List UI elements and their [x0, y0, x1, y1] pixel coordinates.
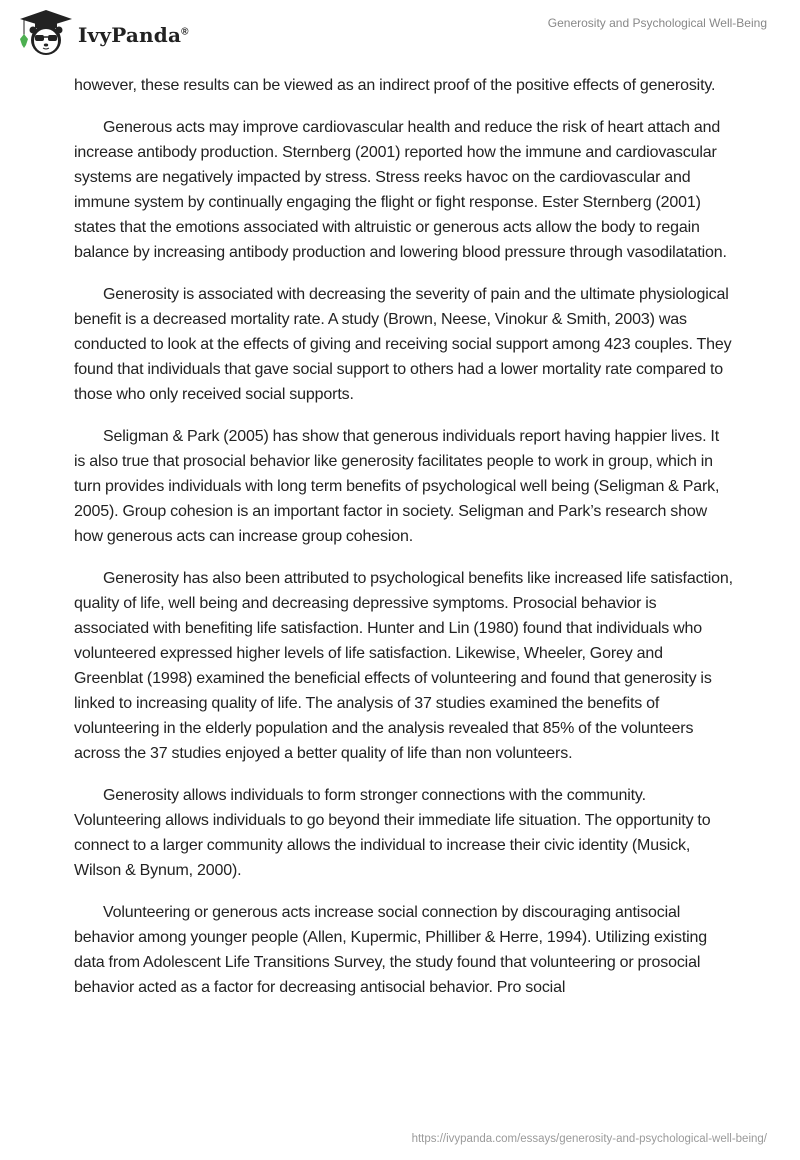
- paragraph-life-satisfaction: Generosity has also been attributed to psychological benefits like increased life satisfaction, quality of life, well being and decreasing depressive symptoms. Prosocial behavior is associated with benefiting life satisfaction. Hunter and Lin (1980) found that individuals who volunteered expressed higher levels of life satisfaction. Likewise, Wheeler, Gorey and Greenblat (1998) examined the beneficial effects of volunteering and found that generosity is linked to increasing quality of life. The analysis of 37 studies examined the benefits of volunteering in the elderly population and the analysis revealed that 85% of the volunteers across the 37 studies enjoyed a better quality of life than non volunteers.: [74, 570, 733, 762]
- paragraph-antisocial-behavior: Volunteering or generous acts increase social connection by discouraging antisocial behavior among younger people (Allen, Kupermic, Philliber & Herre, 1994). Utilizing existing data from Adolescent Life Transitions Survey, the study found that volunteering or prosocial behavior acted as a factor for decreasing antisocial behavior. Pro social: [74, 904, 708, 996]
- paragraph-group-cohesion: Seligman & Park (2005) has show that generous individuals report having happier lives. It is also true that prosocial behavior like generosity facilitates people to work in group, which in turn provides individuals with long term benefits of psychological well being (Seligman & Park, 2005). Group cohesion is an important factor in society. Seligman and Park’s research show how generous acts can increase group cohesion.: [74, 428, 720, 545]
- source-url-link[interactable]: https://ivypanda.com/essays/generosity-and-psychological-well-being/: [411, 1133, 767, 1145]
- logo-wordmark: IvyPanda®: [78, 23, 189, 47]
- panda-graduation-cap-icon: [18, 8, 74, 58]
- document-title: Generosity and Psychological Well-Being: [547, 16, 767, 30]
- logo-link[interactable]: [18, 8, 189, 58]
- paragraph-continued: however, these results can be viewed as an indirect proof of the positive effects of generosity.: [74, 77, 716, 94]
- essay-body: [74, 73, 734, 1017]
- paragraph-mortality: Generosity is associated with decreasing the severity of pain and the ultimate physiological benefit is a decreased mortality rate. A study (Brown, Neese, Vinokur & Smith, 2003) was conducted to look at the effects of giving and receiving social support among 423 couples. They found that individuals that gave social support to others had a lower mortality rate compared to those who only received social supports.: [74, 286, 732, 403]
- page-header: [0, 0, 800, 60]
- paragraph-cardiovascular: Generous acts may improve cardiovascular health and reduce the risk of heart attach and increase antibody production. Sternberg (2001) reported how the immune and cardiovascular systems are negatively impacted by stress. Stress reeks havoc on the cardiovascular and immune system by continually engaging the flight or fight response. Ester Sternberg (2001) states that the emotions associated with altruistic or generous acts allow the body to regain balance by increasing antibody production and lowering blood pressure through vasodilatation.: [74, 119, 727, 261]
- registered-mark: ®: [181, 26, 189, 38]
- paragraph-community: Generosity allows individuals to form stronger connections with the community. Volunteering allows individuals to go beyond their immediate life situation. The opportunity to connect to a larger community allows the individual to increase their civic identity (Musick, Wilson & Bynum, 2000).: [74, 787, 711, 879]
